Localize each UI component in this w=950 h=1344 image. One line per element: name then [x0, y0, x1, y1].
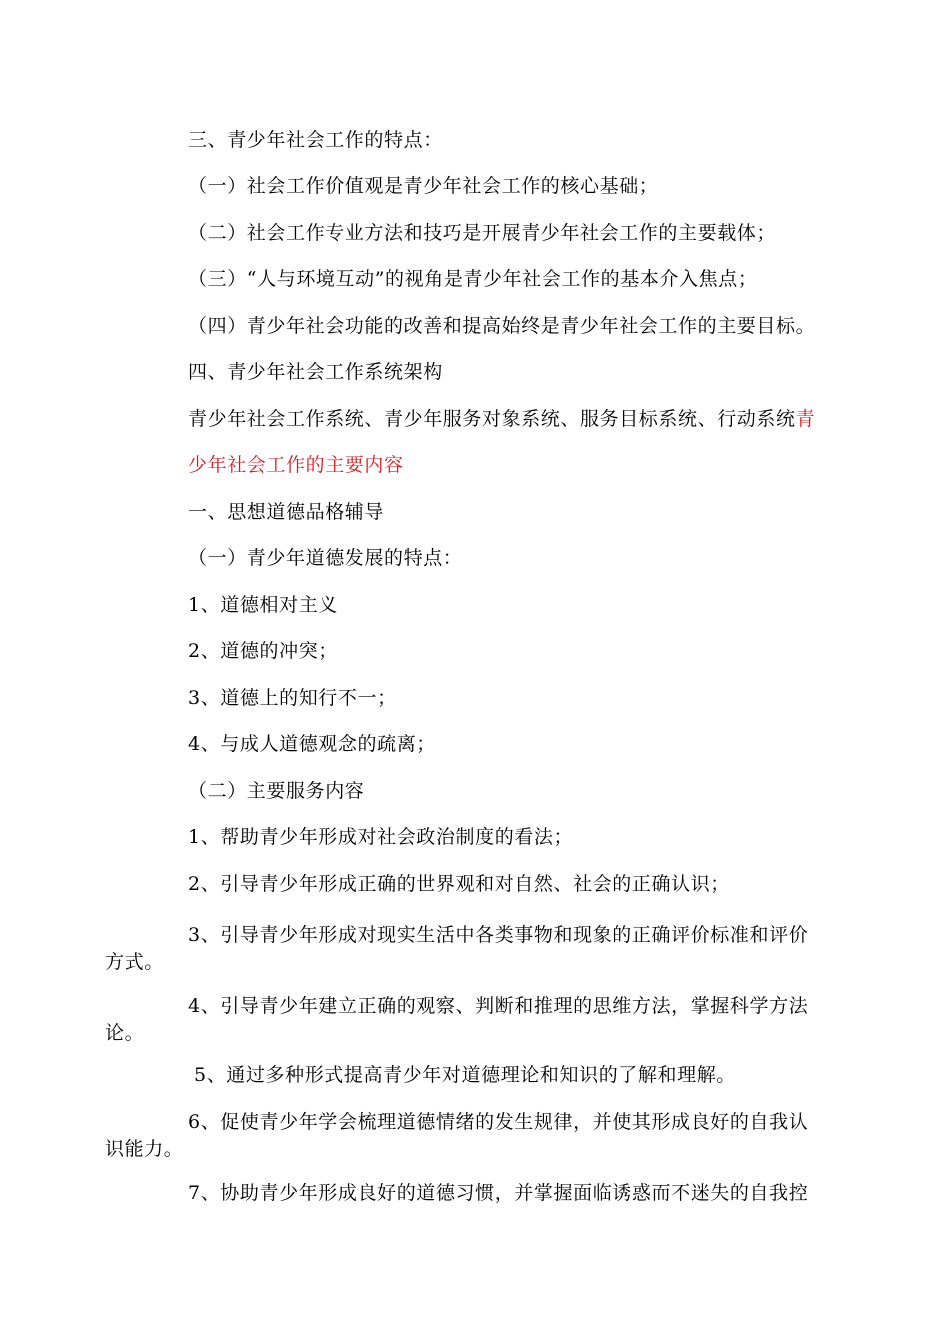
paragraph-line: （三）“人与环境互动”的视角是青少年社会工作的基本介入焦点；	[188, 268, 758, 290]
list-item: 3、引导青少年形成对现实生活中各类事物和现象的正确评价标准和评价	[188, 924, 809, 946]
list-item: 1、帮助青少年形成对社会政治制度的看法；	[188, 826, 574, 848]
list-item: 1、道德相对主义	[188, 594, 338, 616]
list-item: 2、道德的冲突；	[188, 640, 338, 662]
paragraph-line: （四）青少年社会功能的改善和提高始终是青少年社会工作的主要目标。	[188, 315, 816, 337]
paragraph-text: 青少年社会工作系统、青少年服务对象系统、服务目标系统、行动系统	[188, 408, 796, 430]
subsection-heading: （二）主要服务内容	[188, 780, 365, 802]
paragraph-line: （二）社会工作专业方法和技巧是开展青少年社会工作的主要载体；	[188, 222, 777, 244]
paragraph-line	[188, 407, 815, 431]
list-item: 6、促使青少年学会梳理道德情绪的发生规律，并使其形成良好的自我认	[188, 1111, 809, 1133]
list-item-continuation: 方式。	[105, 951, 164, 973]
section-heading-3: 三、青少年社会工作的特点：	[188, 129, 443, 151]
list-item: 2、引导青少年形成正确的世界观和对自然、社会的正确认识；	[188, 873, 730, 895]
list-item: 3、道德上的知行不一；	[188, 687, 397, 709]
paragraph-line: （一）社会工作价值观是青少年社会工作的核心基础；	[188, 175, 659, 197]
list-item: 5、通过多种形式提高青少年对道德理论和知识的了解和理解。	[194, 1064, 736, 1086]
section-heading-1: 一、思想道德品格辅导	[188, 501, 385, 523]
list-item-continuation: 识能力。	[105, 1138, 184, 1160]
section-heading-4: 四、青少年社会工作系统架构	[188, 361, 443, 383]
list-item: 4、与成人道德观念的疏离；	[188, 733, 436, 755]
red-heading-continuation: 少年社会工作的主要内容	[188, 454, 404, 476]
red-heading-start: 青	[795, 408, 816, 430]
list-item-continuation: 论。	[105, 1022, 145, 1044]
list-item: 4、引导青少年建立正确的观察、判断和推理的思维方法，掌握科学方法	[188, 995, 809, 1017]
list-item: 7、协助青少年形成良好的道德习惯，并掌握面临诱惑而不迷失的自我控	[188, 1182, 809, 1204]
subsection-heading: （一）青少年道德发展的特点：	[188, 547, 463, 569]
